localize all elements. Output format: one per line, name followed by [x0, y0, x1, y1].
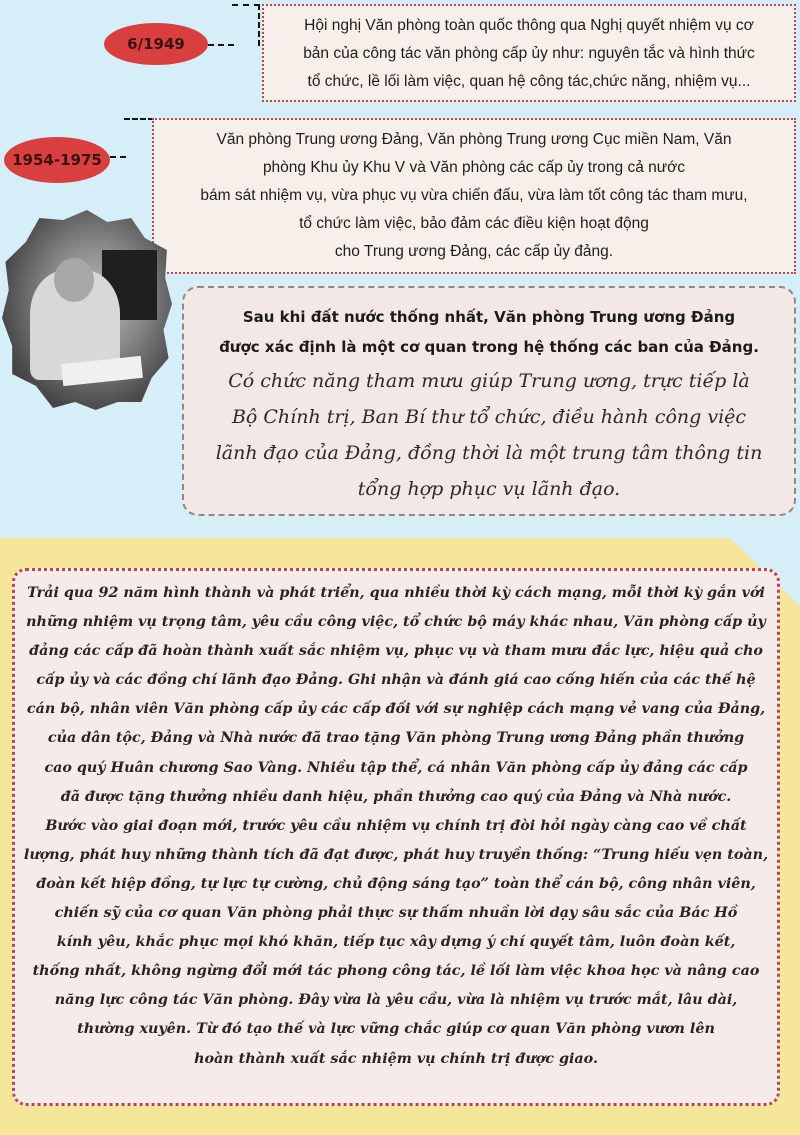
summary-line: đảng các cấp đã hoàn thành xuất sắc nhiệm vụ, phục vụ và tham mưu đắc lực, hiệu quả cho: [29, 643, 763, 660]
summary-line: Bước vào giai đoạn mới, trước yêu cầu nhiệm vụ chính trị đòi hỏi ngày càng cao về chất: [45, 817, 747, 834]
text-line: tổ chức, lề lối làm việc, quan hệ công tác,chức năng, nhiệm vụ...: [307, 73, 751, 90]
timeline-box-1949: [262, 4, 796, 102]
summary-line: chiến sỹ của cơ quan Văn phòng phải thực sự thấm nhuần lời dạy sâu sắc của Bác Hồ: [54, 905, 738, 922]
photo-head: [54, 258, 94, 302]
summary-line: những nhiệm vụ trọng tâm, yêu cầu công việc, tổ chức bộ máy khác nhau, Văn phòng cấp ủy: [26, 614, 766, 631]
text-line: bám sát nhiệm vụ, vừa phục vụ vừa chiến đấu, vừa làm tốt công tác tham mưu,: [200, 187, 748, 204]
highlight-italic-line: tổng hợp phục vụ lãnh đạo.: [357, 478, 621, 500]
highlight-italic-line: Có chức năng tham mưu giúp Trung ương, trực tiếp là: [228, 370, 750, 392]
text-line: Hội nghị Văn phòng toàn quốc thông qua Nghị quyết nhiệm vụ cơ: [304, 17, 754, 34]
summary-line: cao quý Huân chương Sao Vàng. Nhiều tập thể, cá nhân Văn phòng cấp ủy đảng các cấp: [44, 759, 748, 776]
summary-line: cấp ủy và các đồng chí lãnh đạo Đảng. Ghi nhận và đánh giá cao cống hiến của các thế hệ: [36, 672, 756, 689]
text-line: bản của công tác văn phòng cấp ủy như: nguyên tắc và hình thức: [303, 45, 755, 62]
summary-line: đoàn kết hiệp đồng, tự lực tự cường, chủ động sáng tạo” toàn thể cán bộ, công nhân viên,: [36, 875, 756, 892]
summary-line: đã được tặng thưởng nhiều danh hiệu, phần thưởng cao quý của Đảng và Nhà nước.: [60, 788, 732, 805]
highlight-italic-line: Bộ Chính trị, Ban Bí thư tổ chức, điều hành công việc: [231, 406, 747, 428]
connector-line: [232, 4, 260, 46]
text-line: phòng Khu ủy Khu V và Văn phòng các cấp ủy trong cả nước: [262, 159, 686, 176]
summary-line: của dân tộc, Đảng và Nhà nước đã trao tặng Văn phòng Trung ương Đảng phần thưởng: [47, 730, 745, 747]
highlight-bold-line: Sau khi đất nước thống nhất, Văn phòng Trung ương Đảng: [242, 308, 736, 326]
date-badge-1954-1975: [4, 137, 110, 183]
connector-stem: [208, 44, 234, 46]
date-label: 6/1949: [127, 35, 185, 53]
text-line: cho Trung ương Đảng, các cấp ủy đảng.: [334, 243, 614, 260]
summary-line: hoàn thành xuất sắc nhiệm vụ chính trị được giao.: [194, 1050, 598, 1067]
summary-line: thường xuyên. Từ đó tạo thế và lực vững chắc giúp cơ quan Văn phòng vươn lên: [77, 1021, 715, 1038]
connector-line: [124, 118, 154, 158]
connector-stem: [110, 156, 126, 158]
highlight-bold-line: được xác định là một cơ quan trong hệ thống các ban của Đảng.: [219, 338, 759, 356]
summary-line: Trải qua 92 năm hình thành và phát triển, qua nhiều thời kỳ cách mạng, mỗi thời kỳ gắn với: [27, 585, 765, 601]
text-line: tổ chức làm việc, bảo đảm các điều kiện hoạt động: [299, 215, 649, 232]
highlight-box: [182, 286, 796, 516]
text-line: Văn phòng Trung ương Đảng, Văn phòng Trung ương Cục miền Nam, Văn: [216, 131, 732, 148]
highlight-italic-line: lãnh đạo của Đảng, đồng thời là một trung tâm thông tin: [215, 442, 763, 464]
summary-line: kính yêu, khắc phục mọi khó khăn, tiếp tục xây dựng ý chí quyết tâm, luôn đoàn kết,: [56, 934, 736, 951]
date-label: 1954-1975: [12, 151, 102, 169]
summary-line: thống nhất, không ngừng đổi mới tác phong công tác, lề lối làm việc khoa học và nâng cao: [32, 963, 760, 980]
summary-line: cán bộ, nhân viên Văn phòng cấp ủy các cấp đối với sự nghiệp cách mạng vẻ vang của Đảng,: [26, 701, 766, 718]
date-badge-1949: [104, 23, 208, 65]
historical-photo: [2, 210, 172, 410]
timeline-box-1954-1975: [152, 118, 796, 274]
summary-panel: [12, 568, 780, 1106]
summary-line: năng lực công tác Văn phòng. Đây vừa là yêu cầu, vừa là nhiệm vụ trước mắt, lâu dài,: [54, 992, 738, 1009]
summary-line: lượng, phát huy những thành tích đã đạt được, phát huy truyền thống: “Trung hiếu vẹn toàn,: [23, 846, 769, 863]
